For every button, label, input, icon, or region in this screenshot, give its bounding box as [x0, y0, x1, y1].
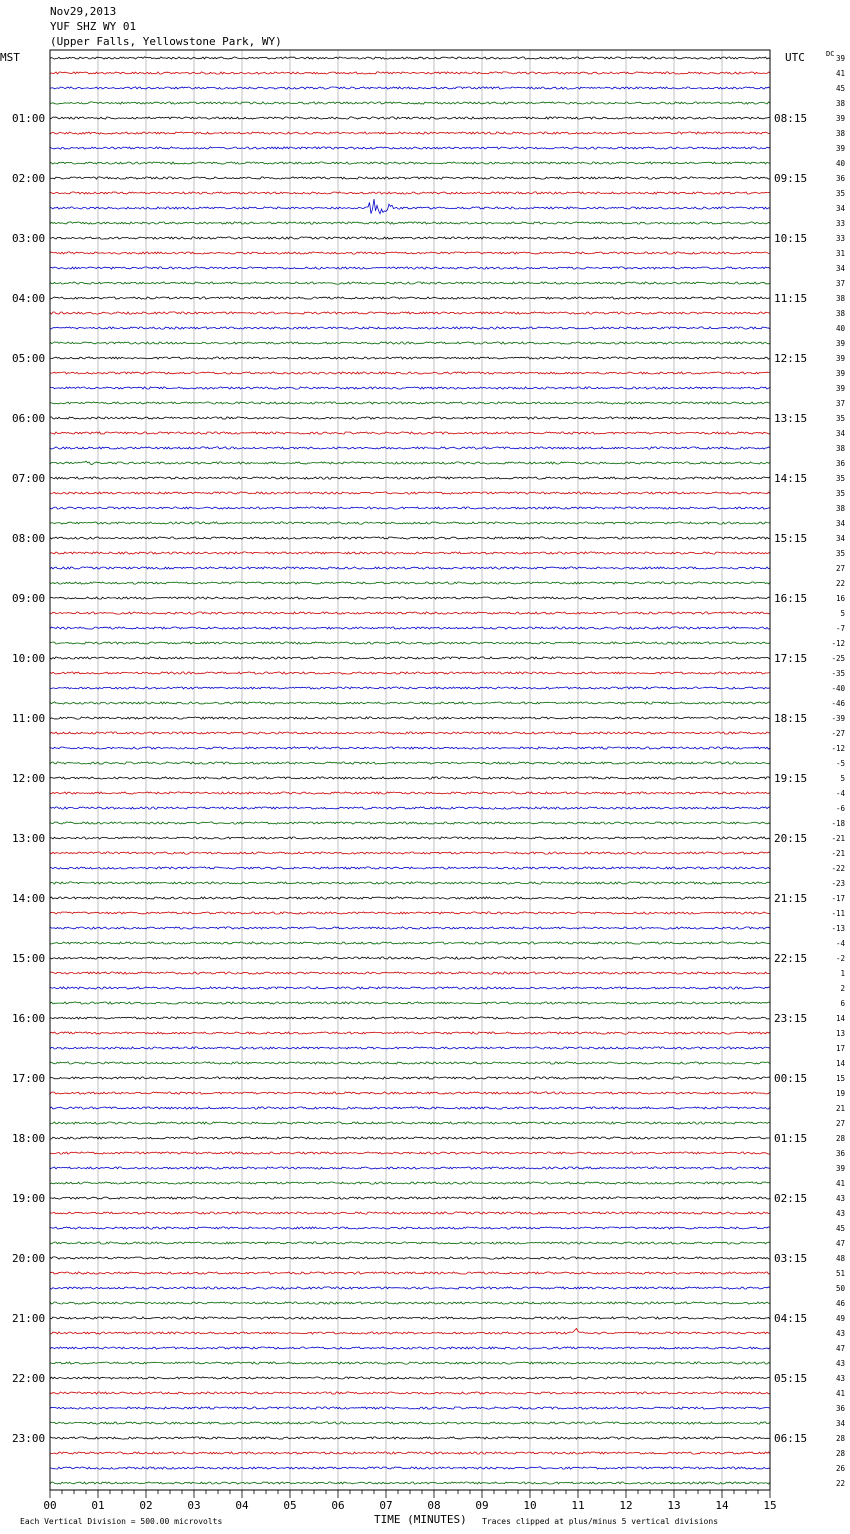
grid-lines	[98, 50, 722, 1490]
x-tick-label: 02	[139, 1499, 153, 1512]
dc-offset-label: 34	[835, 204, 845, 213]
dc-offset-label: -13	[831, 924, 845, 933]
trace-90	[50, 1407, 770, 1409]
trace-57	[50, 912, 770, 914]
dc-offset-label: 21	[835, 1104, 845, 1113]
dc-offset-label: 39	[835, 354, 845, 363]
trace-94	[50, 1467, 770, 1469]
dc-offset-label: -5	[835, 759, 845, 768]
dc-offset-label: 48	[835, 1254, 845, 1263]
dc-offset-label: 35	[835, 474, 845, 483]
utc-hour-label: 14:15	[774, 472, 808, 485]
utc-hour-label: 18:15	[774, 712, 808, 725]
dc-offset-label: 36	[835, 1149, 845, 1158]
dc-offset-label: 35	[835, 189, 845, 198]
trace-51	[50, 822, 770, 824]
trace-56	[50, 897, 770, 899]
trace-74	[50, 1167, 770, 1169]
mst-hour-label: 23:00	[12, 1432, 46, 1445]
utc-hour-label: 20:15	[774, 832, 808, 845]
dc-offset-label: 22	[835, 579, 845, 588]
dc-offset-label: 1	[840, 969, 845, 978]
x-tick-label: 11	[571, 1499, 585, 1512]
x-tick-label: 14	[715, 1499, 729, 1512]
dc-offset-label: 46	[835, 1299, 845, 1308]
trace-66	[50, 1047, 770, 1049]
utc-hour-label: 01:15	[774, 1132, 808, 1145]
trace-19	[50, 342, 770, 344]
dc-offset-label: 19	[835, 1089, 845, 1098]
dc-offset-label: -40	[831, 684, 845, 693]
dc-offset-label: 5	[840, 774, 845, 783]
trace-46	[50, 747, 770, 749]
trace-20	[50, 357, 770, 359]
dc-offset-label: 27	[835, 564, 845, 573]
dc-offset-label: -21	[831, 834, 845, 843]
dc-offset-label: 39	[835, 1164, 845, 1173]
mst-hour-label: 20:00	[12, 1252, 46, 1265]
utc-hour-label: 15:15	[774, 532, 808, 545]
mst-axis-label: MST	[0, 51, 20, 64]
trace-76	[50, 1197, 770, 1199]
utc-hour-labels	[774, 112, 807, 1445]
trace-12	[50, 237, 770, 239]
trace-9	[50, 192, 770, 194]
dc-offset-label: -27	[831, 729, 845, 738]
trace-83	[50, 1302, 770, 1304]
trace-64	[50, 1017, 770, 1019]
utc-hour-label: 19:15	[774, 772, 808, 785]
scale-note: Each Vertical Division = 500.00 microvolts	[20, 1517, 223, 1526]
utc-hour-label: 11:15	[774, 292, 808, 305]
dc-offset-label: 39	[835, 114, 845, 123]
dc-offset-label: 43	[835, 1194, 845, 1203]
mst-hour-label: 19:00	[12, 1192, 46, 1205]
dc-offset-label: -35	[831, 669, 845, 678]
dc-offset-label: 28	[835, 1449, 845, 1458]
trace-50	[50, 807, 770, 809]
trace-67	[50, 1062, 770, 1064]
mst-hour-label: 05:00	[12, 352, 46, 365]
x-tick-label: 01	[91, 1499, 105, 1512]
utc-hour-label: 05:15	[774, 1372, 808, 1385]
trace-27	[50, 461, 770, 464]
dc-offset-label: 17	[835, 1044, 845, 1053]
dc-offset-label: 43	[835, 1374, 845, 1383]
dc-offset-label: 39	[835, 384, 845, 393]
trace-41	[50, 672, 770, 674]
mst-hour-label: 15:00	[12, 952, 46, 965]
dc-offset-label: -6	[835, 804, 845, 813]
dc-offset-label: 38	[835, 99, 845, 108]
x-tick-label: 00	[43, 1499, 57, 1512]
trace-79	[50, 1242, 770, 1244]
trace-72	[50, 1137, 770, 1139]
trace-2	[50, 87, 770, 89]
dc-offset-label: -7	[835, 624, 845, 633]
dc-offset-label: -4	[835, 789, 845, 798]
dc-offset-label: 34	[835, 429, 845, 438]
dc-offset-label: -39	[831, 714, 845, 723]
mst-hour-labels	[12, 112, 45, 1445]
trace-91	[50, 1422, 770, 1424]
trace-42	[50, 687, 770, 689]
dc-offset-label: -21	[831, 849, 845, 858]
trace-33	[50, 552, 770, 554]
dc-offset-label: 43	[835, 1329, 845, 1338]
trace-63	[50, 1002, 770, 1004]
dc-offset-label: 45	[835, 84, 845, 93]
x-tick-label: 04	[235, 1499, 249, 1512]
trace-28	[50, 477, 770, 479]
dc-offset-label: -4	[835, 939, 845, 948]
mst-hour-label: 14:00	[12, 892, 46, 905]
utc-hour-label: 12:15	[774, 352, 808, 365]
utc-hour-label: 21:15	[774, 892, 808, 905]
trace-15	[50, 282, 770, 284]
trace-68	[50, 1077, 770, 1079]
x-tick-label: 13	[667, 1499, 681, 1512]
utc-hour-label: 23:15	[774, 1012, 808, 1025]
trace-95	[50, 1482, 770, 1484]
dc-offset-label: -12	[831, 639, 845, 648]
trace-75	[50, 1182, 770, 1184]
trace-93	[50, 1452, 770, 1454]
utc-hour-label: 10:15	[774, 232, 808, 245]
dc-offset-label: 50	[835, 1284, 845, 1293]
dc-offset-label: -17	[831, 894, 845, 903]
dc-offset-label: 31	[835, 249, 845, 258]
station-label: YUF SHZ WY 01	[50, 20, 137, 33]
trace-38	[50, 627, 770, 629]
dc-offset-label: -25	[831, 654, 845, 663]
x-tick-label: 05	[283, 1499, 297, 1512]
trace-34	[50, 567, 770, 569]
dc-offset-label: 14	[835, 1059, 845, 1068]
trace-85	[50, 1328, 770, 1334]
mst-hour-label: 03:00	[12, 232, 46, 245]
utc-hour-label: 09:15	[774, 172, 808, 185]
trace-7	[50, 162, 770, 164]
trace-13	[50, 252, 770, 254]
mst-hour-label: 09:00	[12, 592, 46, 605]
trace-92	[50, 1437, 770, 1439]
utc-hour-label: 00:15	[774, 1072, 808, 1085]
dc-offset-label: 5	[840, 609, 845, 618]
utc-hour-label: 06:15	[774, 1432, 808, 1445]
x-tick-label: 09	[475, 1499, 489, 1512]
trace-3	[50, 102, 770, 104]
dc-offset-label: 49	[835, 1314, 845, 1323]
dc-offset-label: 16	[835, 594, 845, 603]
dc-offset-label: 36	[835, 459, 845, 468]
trace-73	[50, 1152, 770, 1154]
dc-offset-label: -18	[831, 819, 845, 828]
trace-87	[50, 1362, 770, 1364]
trace-8	[50, 177, 770, 179]
dc-offset-label: 34	[835, 519, 845, 528]
trace-35	[50, 582, 770, 584]
dc-offset-label: 28	[835, 1134, 845, 1143]
dc-offset-label: -46	[831, 699, 845, 708]
trace-17	[50, 312, 770, 314]
mst-hour-label: 11:00	[12, 712, 46, 725]
dc-offset-label: 51	[835, 1269, 845, 1278]
dc-offset-label: 39	[835, 144, 845, 153]
trace-86	[50, 1347, 770, 1349]
location-label: (Upper Falls, Yellowstone Park, WY)	[50, 35, 282, 48]
dc-offset-label: 36	[835, 174, 845, 183]
dc-offset-label: 36	[835, 1404, 845, 1413]
trace-30	[50, 507, 770, 509]
x-tick-label: 10	[523, 1499, 537, 1512]
dc-offset-label: 22	[835, 1479, 845, 1488]
dc-offset-label: 37	[835, 279, 845, 288]
dc-offset-label: 43	[835, 1209, 845, 1218]
trace-21	[50, 372, 770, 374]
dc-offset-label: 41	[835, 1179, 845, 1188]
trace-88	[50, 1377, 770, 1379]
dc-offset-label: 2	[840, 984, 845, 993]
trace-48	[50, 777, 770, 779]
x-tick-label: 06	[331, 1499, 345, 1512]
trace-65	[50, 1032, 770, 1034]
dc-offset-label: 6	[840, 999, 845, 1008]
dc-offset-label: 40	[835, 159, 845, 168]
dc-offset-label: -12	[831, 744, 845, 753]
dc-offset-label: 28	[835, 1434, 845, 1443]
mst-hour-label: 02:00	[12, 172, 46, 185]
trace-77	[50, 1212, 770, 1214]
utc-hour-label: 13:15	[774, 412, 808, 425]
mst-hour-label: 01:00	[12, 112, 46, 125]
utc-hour-label: 16:15	[774, 592, 808, 605]
trace-54	[50, 867, 770, 869]
trace-62	[50, 987, 770, 989]
dc-offset-label: 47	[835, 1239, 845, 1248]
trace-6	[50, 147, 770, 149]
utc-hour-label: 22:15	[774, 952, 808, 965]
trace-10	[50, 199, 770, 214]
trace-14	[50, 267, 770, 269]
dc-offset-label: 39	[835, 339, 845, 348]
trace-45	[50, 732, 770, 734]
dc-offset-label: 34	[835, 1419, 845, 1428]
dc-offset-label: 34	[835, 534, 845, 543]
dc-offset-label: 35	[835, 549, 845, 558]
utc-hour-label: 08:15	[774, 112, 808, 125]
trace-60	[50, 957, 770, 959]
trace-78	[50, 1227, 770, 1229]
mst-hour-label: 18:00	[12, 1132, 46, 1145]
trace-49	[50, 792, 770, 794]
trace-59	[50, 942, 770, 944]
time-axis	[43, 1490, 776, 1512]
dc-offset-label: -22	[831, 864, 845, 873]
x-tick-label: 07	[379, 1499, 393, 1512]
dc-offset-label: 38	[835, 294, 845, 303]
x-tick-label: 12	[619, 1499, 633, 1512]
dc-offset-label: 35	[835, 489, 845, 498]
utc-axis-label: UTC	[785, 51, 805, 64]
trace-70	[50, 1107, 770, 1109]
utc-hour-label: 04:15	[774, 1312, 808, 1325]
mst-hour-label: 17:00	[12, 1072, 46, 1085]
trace-36	[50, 597, 770, 599]
x-tick-label: 08	[427, 1499, 441, 1512]
dc-offset-label: 41	[835, 69, 845, 78]
mst-hour-label: 13:00	[12, 832, 46, 845]
dc-offset-label: 15	[835, 1074, 845, 1083]
trace-4	[50, 117, 770, 119]
trace-22	[50, 387, 770, 389]
dc-offset-label: 33	[835, 219, 845, 228]
mst-hour-label: 22:00	[12, 1372, 46, 1385]
trace-44	[50, 717, 770, 719]
trace-32	[50, 537, 770, 539]
dc-offset-label: 26	[835, 1464, 845, 1473]
dc-offset-label: -23	[831, 879, 845, 888]
dc-offset-label: 43	[835, 1359, 845, 1368]
dc-offset-label: 38	[835, 444, 845, 453]
dc-offset-label: 41	[835, 1389, 845, 1398]
dc-offset-label: -2	[835, 954, 845, 963]
x-tick-label: 03	[187, 1499, 201, 1512]
trace-84	[50, 1317, 770, 1319]
dc-offset-label: 33	[835, 234, 845, 243]
dc-label: DC	[826, 50, 835, 58]
dc-offset-label: 39	[835, 54, 845, 63]
dc-offset-label: 47	[835, 1344, 845, 1353]
dc-offset-label: 45	[835, 1224, 845, 1233]
trace-58	[50, 927, 770, 929]
dc-offset-label: 38	[835, 309, 845, 318]
trace-47	[50, 762, 770, 764]
dc-offset-label: 40	[835, 324, 845, 333]
mst-hour-label: 08:00	[12, 532, 46, 545]
trace-82	[50, 1287, 770, 1289]
trace-69	[50, 1092, 770, 1094]
mst-hour-label: 07:00	[12, 472, 46, 485]
dc-offset-label: 35	[835, 414, 845, 423]
date-label: Nov29,2013	[50, 5, 117, 18]
trace-1	[50, 72, 770, 74]
trace-71	[50, 1122, 770, 1124]
trace-80	[50, 1257, 770, 1259]
trace-29	[50, 492, 770, 494]
dc-offset-label: 14	[835, 1014, 845, 1023]
trace-26	[50, 447, 770, 449]
trace-24	[50, 417, 770, 419]
mst-hour-label: 21:00	[12, 1312, 46, 1325]
clip-note: Traces clipped at plus/minus 5 vertical divisions	[482, 1517, 719, 1526]
mst-hour-label: 04:00	[12, 292, 46, 305]
trace-16	[50, 297, 770, 299]
trace-43	[50, 702, 770, 704]
trace-18	[50, 327, 770, 329]
trace-53	[50, 852, 770, 854]
mst-hour-label: 16:00	[12, 1012, 46, 1025]
dc-offset-label: -11	[831, 909, 845, 918]
utc-hour-label: 17:15	[774, 652, 808, 665]
trace-40	[50, 657, 770, 659]
trace-89	[50, 1392, 770, 1394]
trace-11	[50, 222, 770, 224]
trace-52	[50, 837, 770, 839]
x-tick-label: 15	[763, 1499, 777, 1512]
dc-offset-labels	[831, 54, 845, 1488]
trace-25	[50, 432, 770, 434]
x-axis-title: TIME (MINUTES)	[374, 1513, 467, 1526]
trace-61	[50, 972, 770, 974]
dc-offset-label: 34	[835, 264, 845, 273]
dc-offset-label: 13	[835, 1029, 845, 1038]
trace-31	[50, 522, 770, 524]
trace-0	[50, 57, 770, 59]
trace-23	[50, 402, 770, 404]
utc-hour-label: 03:15	[774, 1252, 808, 1265]
trace-55	[50, 882, 770, 884]
trace-39	[50, 642, 770, 644]
utc-hour-label: 02:15	[774, 1192, 808, 1205]
dc-offset-label: 27	[835, 1119, 845, 1128]
trace-37	[50, 612, 770, 614]
mst-hour-label: 12:00	[12, 772, 46, 785]
mst-hour-label: 10:00	[12, 652, 46, 665]
trace-81	[50, 1272, 770, 1274]
trace-5	[50, 132, 770, 134]
dc-offset-label: 38	[835, 129, 845, 138]
dc-offset-label: 37	[835, 399, 845, 408]
mst-hour-label: 06:00	[12, 412, 46, 425]
dc-offset-label: 39	[835, 369, 845, 378]
seismic-traces	[50, 57, 770, 1484]
dc-offset-label: 38	[835, 504, 845, 513]
